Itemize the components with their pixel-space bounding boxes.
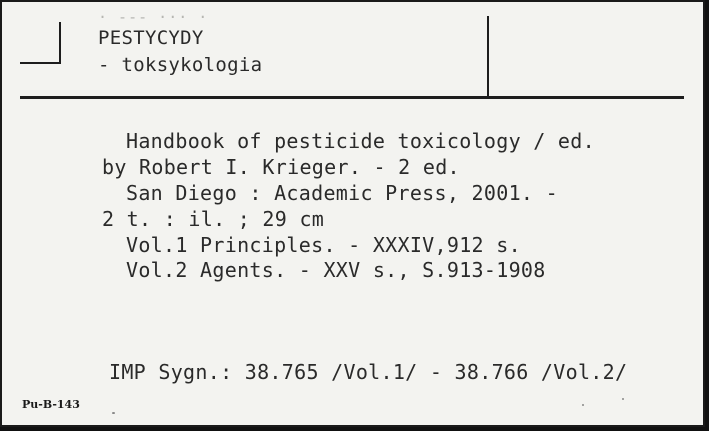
heading-divider-vertical [487,16,489,98]
responsibility-edition: by Robert I. Krieger. - 2 ed. [102,155,460,179]
corner-bracket-horizontal [20,62,61,64]
volume-2-contents: Vol.2 Agents. - XXV s., S.913-1908 [126,258,546,282]
corner-bracket-vertical [59,22,61,64]
paper-speck [112,412,115,414]
title-statement: Handbook of pesticide toxicology / ed. [126,129,595,153]
call-number-stamp: Pu-B-143 [22,398,80,411]
publication-statement: San Diego : Academic Press, 2001. - [126,181,558,205]
faint-bleed-through-text: · --- ··· · [98,8,209,26]
physical-description: 2 t. : il. ; 29 cm [102,207,325,231]
volume-1-contents: Vol.1 Principles. - XXXIV,912 s. [126,233,521,257]
paper-speck [582,404,584,406]
heading-rule [20,96,684,99]
subject-subdivision: - toksykologia [98,54,263,76]
shelfmark-line: IMP Sygn.: 38.765 /Vol.1/ - 38.766 /Vol.2/ [109,360,628,384]
paper-speck [622,398,624,400]
subject-heading: PESTYCYDY [98,27,204,49]
